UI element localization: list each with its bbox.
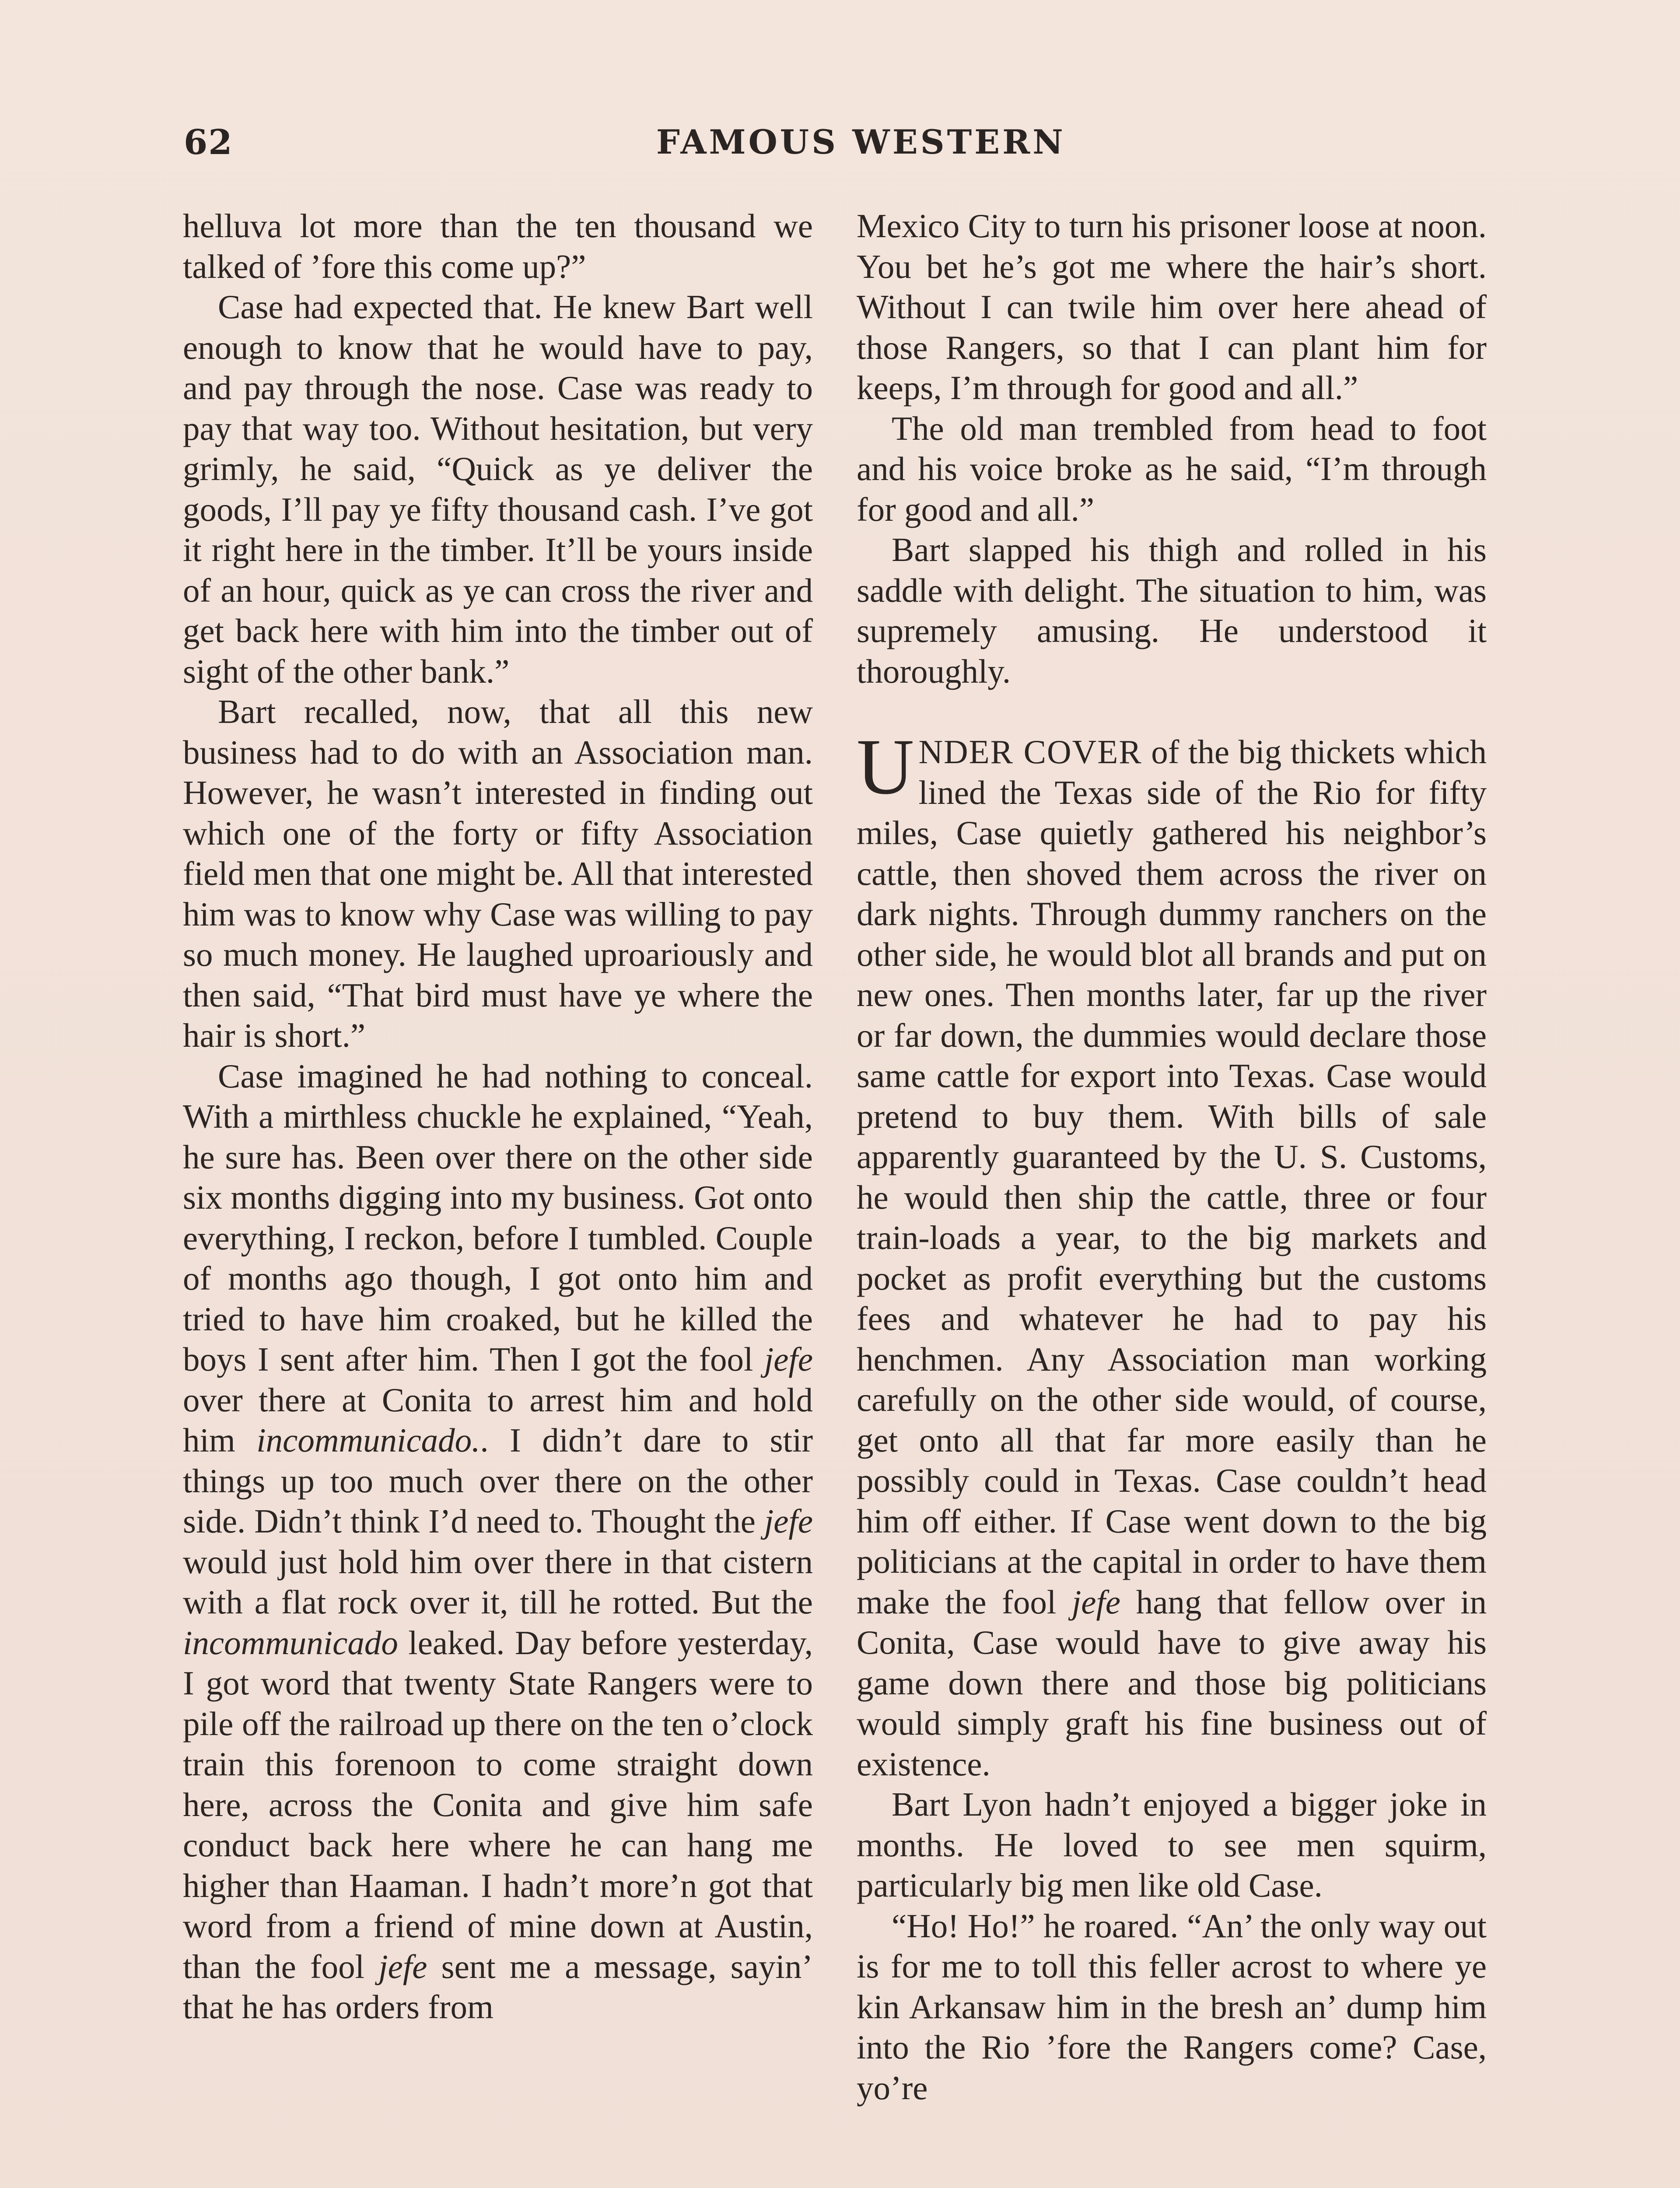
text-run: sent me a message, sayin’ that he has orders from xyxy=(183,1947,813,2026)
paragraph: Bart slapped his thigh and rolled in his saddle with delight. The situation to him, was supremely amusing. He understood it thoroughly. xyxy=(857,531,1487,690)
right-column xyxy=(857,206,1487,2108)
paragraph: Bart recalled, now, that all this new business had to do with an Association man. However, he wasn’t interested in finding out which one of the forty or fifty Association field men that one might be. All that interested him was to know why Case was willing to pay so much money. He laughed uproariously and then said, “That bird must have ye where the hair is short.” xyxy=(183,693,813,1054)
paragraph: The old man trembled from head to foot and his voice broke as he said, “I’m through for good and all.” xyxy=(857,409,1487,528)
paragraph: Case had expected that. He knew Bart well enough to know that he would have to pay, and pay through the nose. Case was ready to pay that way too. Without hesitation, but very grimly, he said, “Quick as ye deliver the goods, I’ll pay ye fifty thousand cash. I’ve got it right here in the timber. It’ll be yours inside of an hour, quick as ye can cross the river and get back here with him into the timber out of sight of the other bank.” xyxy=(183,288,813,690)
page-number: 62 xyxy=(184,123,233,162)
text-run: leaked. Day before yesterday, I got word that twenty State Rangers were to pile off the railroad up there on the ten o’clock train this forenoon to come straight down here, across the Conita and give him safe conduct back here where he can hang me higher than Haaman. I hadn’t more’n got that word from a friend of mine down at Austin, than the fool xyxy=(183,1623,813,1985)
text-run: hang that fellow over in Conita, Case would have to give away his game down there and those big politicians would simply graft his fine business out of existence. xyxy=(857,1583,1487,1783)
lead-in: NDER COVER xyxy=(918,733,1142,771)
page-header xyxy=(184,123,1496,166)
italic-word: jefe xyxy=(764,1340,813,1378)
text-run: Case imagined he had nothing to conceal. With a mirthless chuckle he explained, “Yeah, he sure has. Been over there on the other side six months digging into my business. Got onto everything, I reckon, before I tumbled. Couple of months ago though, I got onto him and tried to have him croaked, but he killed the boys I sent after him. Then I got the fool xyxy=(183,1057,813,1378)
paragraph: “Ho! Ho!” he roared. “An’ the only way out is for me to toll this feller acrost to where ye kin Arkansaw him in the bresh an’ dump him into the Rio ’fore the Rangers come? Case, yo’re xyxy=(857,1907,1487,2107)
text-run: would just hold him over there in that cistern with a flat rock over it, till he rotted. But the xyxy=(183,1543,813,1621)
paragraph: Mexico City to turn his prisoner loose at noon. You bet he’s got me where the hair’s short. Without I can twile him over here ahead of those Rangers, so that I can plant him for keeps, I’m through for good and all.” xyxy=(857,207,1487,407)
italic-word: jefe xyxy=(378,1947,427,1985)
drop-cap: U xyxy=(857,723,914,811)
running-title: FAMOUS WESTERN xyxy=(656,123,1066,161)
text-run: . I didn’t dare to stir things up too much over there on the other side. Didn’t think I’d need to. Thought the xyxy=(183,1421,813,1540)
paragraph: helluva lot more than the ten thousand we talked of ’fore this come up?” xyxy=(183,207,813,285)
paragraph: Bart Lyon hadn’t enjoyed a bigger joke in months. He loved to see men squirm, particularly big men like old Case. xyxy=(857,1785,1487,1904)
text-run: over there at Conita to arrest him and hold him xyxy=(183,1381,813,1459)
section-paragraph xyxy=(857,723,1487,1784)
italic-word: jefe xyxy=(1071,1583,1121,1621)
left-column xyxy=(183,206,813,2027)
italic-word: incommunicado xyxy=(183,1623,398,1662)
italic-word: jefe xyxy=(764,1502,813,1540)
italic-word: incommunicado. xyxy=(256,1421,480,1459)
text-run: of the big thickets which lined the Texas side of the Rio for fifty miles, Case quietly gathered his neighbor’s cattle, then shoved them across the river on dark nights. Through dummy ranchers on the other side, he would blot all brands and put on new ones. Then months later, far up the river or far down, the dummies would declare those same cattle for export into Texas. Case would pretend to buy them. With bills of sale apparently guaranteed by the U. S. Customs, he would then ship the cattle, three or four train-loads a year, to the big markets and pocket as profit everything but the customs fees and whatever he had to pay his henchmen. Any Association man working carefully on the other side would, of course, get onto all that far more easily than he possibly could in Texas. Case couldn’t head him off either. If Case went down to the big politicians at the capital in order to have them make the fool xyxy=(857,733,1487,1621)
paragraph xyxy=(183,1056,813,2027)
